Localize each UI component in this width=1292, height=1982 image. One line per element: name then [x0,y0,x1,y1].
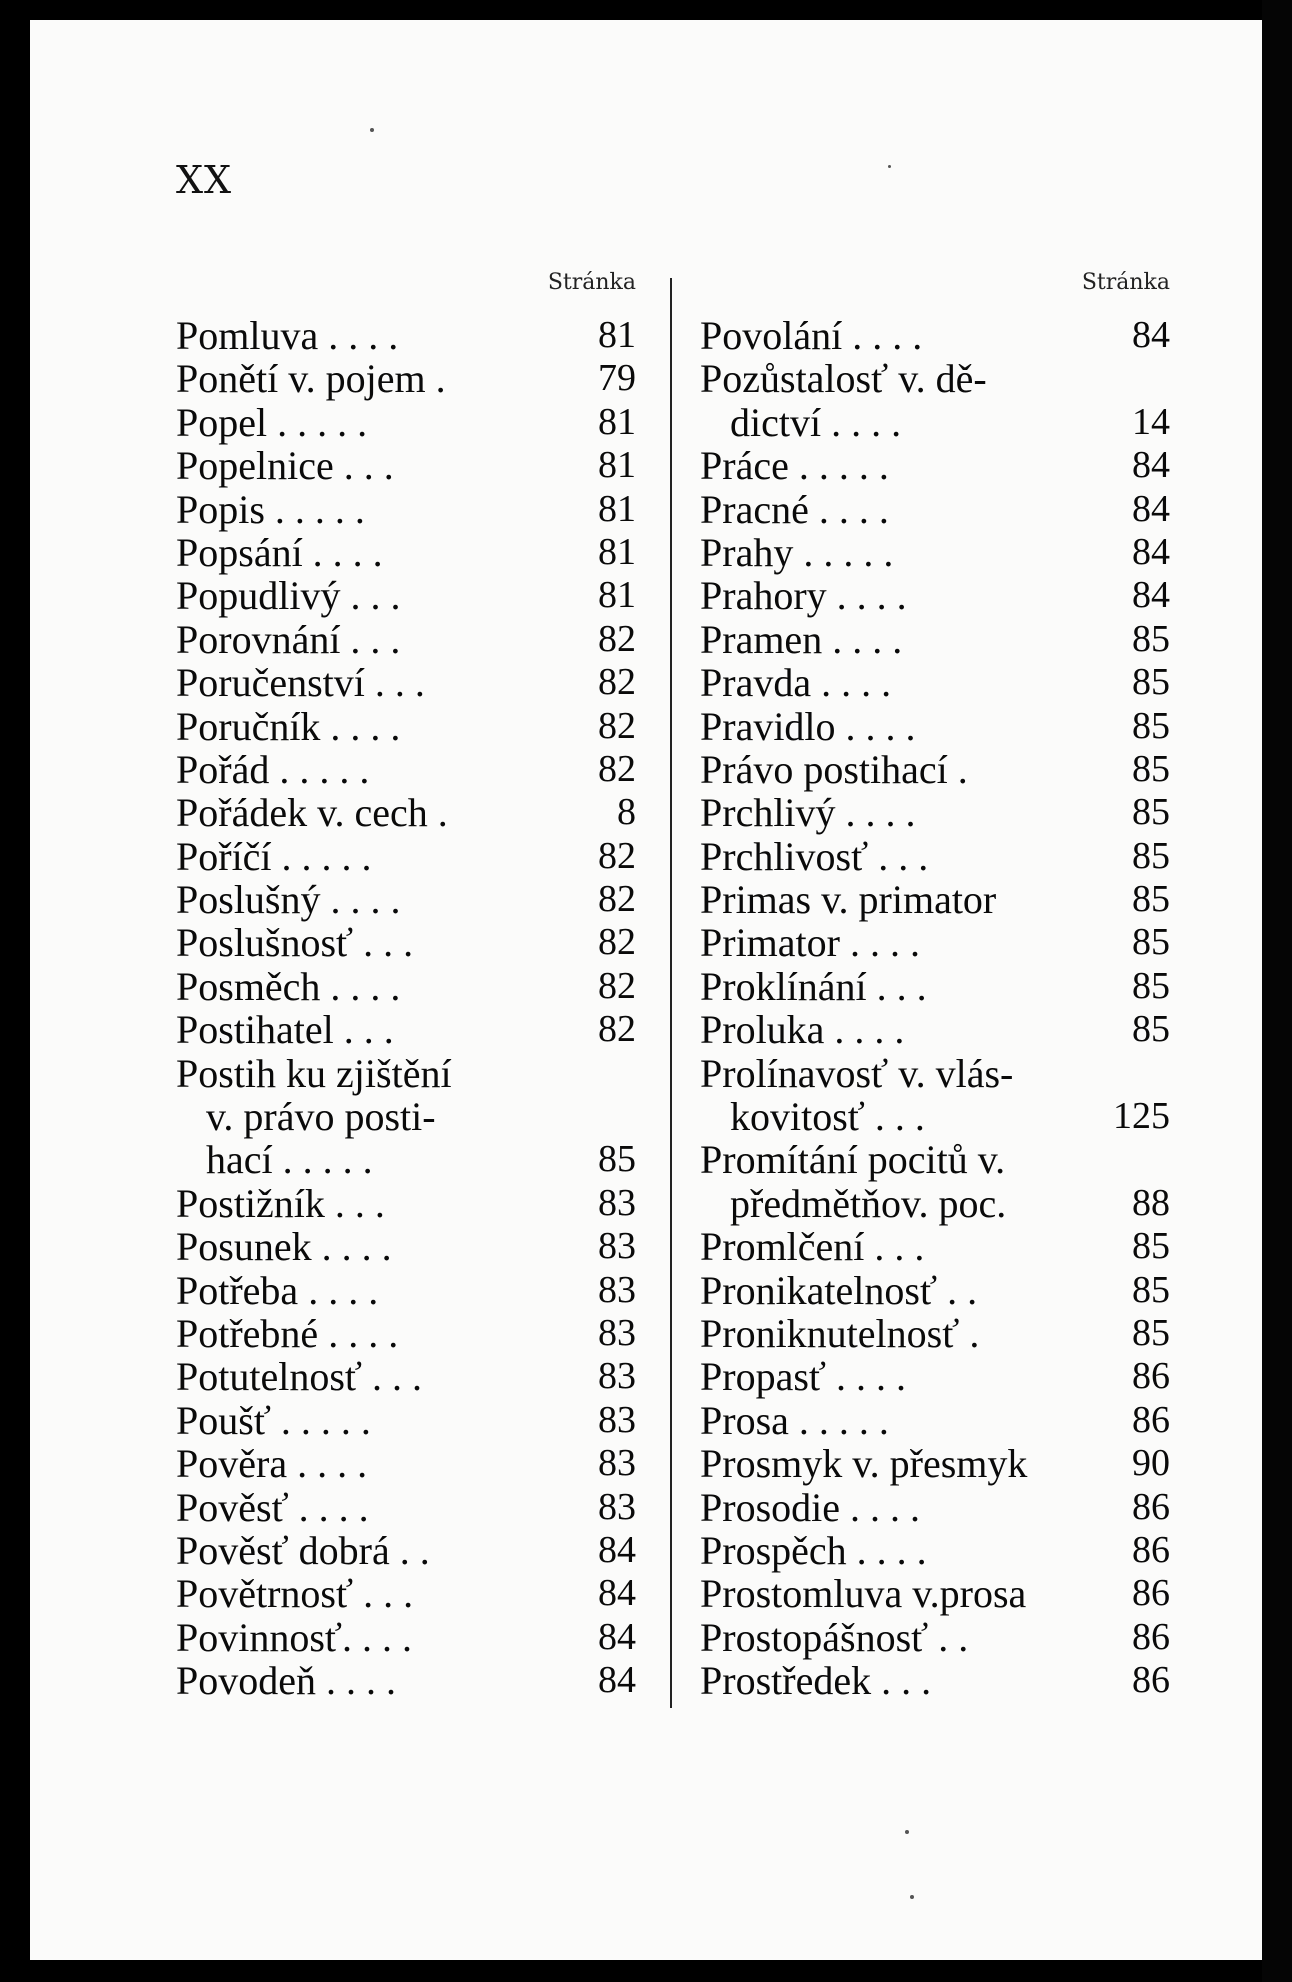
index-page-number: 84 [1132,314,1170,356]
index-term: Proluka . . . . [700,1007,905,1053]
index-page-number: 81 [598,400,636,443]
index-term: Primas v. primator [700,877,997,923]
index-term: Prchlivosť . . . [700,833,929,879]
index-page-number: 82 [598,747,636,790]
index-page-number: 85 [1132,661,1170,704]
print-speck [370,128,374,132]
index-entry [700,965,1170,1008]
index-term: Promítání pocitů v. [700,1137,1006,1183]
index-page-number: 84 [1132,444,1170,487]
index-page-number: 82 [598,704,636,747]
index-term: Prostomluva v.prosa [700,1571,1027,1617]
index-term: Poslušný . . . . [176,877,401,923]
index-entry [700,314,1170,357]
index-entry [176,574,636,617]
index-term: Poslušnosť . . . [176,920,414,966]
index-term: v. právo posti- [176,1094,436,1140]
index-entry [700,618,1170,661]
index-entry [176,705,636,748]
index-term: Popudlivý . . . [176,573,401,619]
index-entry [700,791,1170,834]
index-list-right [700,314,1170,1703]
index-term: Potřebné . . . . [176,1310,399,1356]
index-term: Poušť . . . . . [176,1397,371,1443]
index-entry [700,835,1170,878]
index-entry [176,1182,636,1225]
index-page-number: 84 [598,1572,636,1615]
index-term: Propasť . . . . [700,1354,906,1400]
index-entry [700,1138,1170,1181]
index-page-number: 85 [1132,878,1170,921]
index-term: Popel . . . . . [176,399,368,445]
index-page-number: 82 [598,1008,636,1051]
index-term: Povinnosť. . . . [176,1614,413,1660]
index-entry [176,835,636,878]
index-term: Povolání . . . . [700,313,923,358]
index-page-number: 83 [598,1485,636,1528]
index-page-number: 8 [617,791,636,834]
index-page-number: 81 [598,444,636,487]
index-term: Prahory . . . . [700,573,907,619]
index-entry [700,1572,1170,1615]
index-term: dictví . . . . [700,399,902,445]
index-term: Porovnání . . . [176,616,401,662]
index-page-number: 85 [1132,704,1170,747]
index-page-number: 81 [598,574,636,617]
index-entry [700,1442,1170,1485]
index-term: Postižník . . . [176,1180,385,1226]
print-speck [910,1895,914,1899]
index-term: Posměch . . . . [176,963,401,1009]
index-entry [700,1529,1170,1572]
index-page-number: 82 [598,834,636,877]
index-page-number: 84 [598,1659,636,1702]
index-entry [176,618,636,661]
index-entry [700,1659,1170,1702]
index-page-number: 86 [1132,1659,1170,1702]
index-entry [176,531,636,574]
index-entry [700,1095,1170,1138]
column-header-left: Stránka [547,270,636,295]
index-term: Prahy . . . . . [700,529,894,575]
index-page-number: 82 [598,964,636,1007]
column-header-right: Stránka [1081,270,1170,295]
index-entry [176,357,636,400]
index-entry [176,1052,636,1095]
index-entry [176,1008,636,1051]
index-entry [176,1225,636,1268]
index-entry [700,1399,1170,1442]
index-term: Postih ku zjištění [176,1050,452,1096]
index-page-number: 85 [1132,1268,1170,1311]
index-page-number: 86 [1132,1355,1170,1398]
index-entry [176,1486,636,1529]
index-entry [176,791,636,834]
index-entry [176,488,636,531]
index-page-number: 85 [598,1138,636,1181]
index-entry [176,1312,636,1355]
index-entry [700,1486,1170,1529]
index-entry [700,1008,1170,1051]
index-page-number: 83 [598,1355,636,1398]
index-term: Popelnice . . . [176,443,394,489]
index-term: Pracné . . . . [700,486,889,532]
index-entry [700,1312,1170,1355]
index-term: kovitosť . . . [700,1094,925,1140]
index-term: Pozůstalosť v. dě- [700,356,987,402]
index-page-number: 86 [1132,1398,1170,1441]
index-term: Pronikatelnosť . . [700,1267,978,1313]
index-page-number: 81 [598,530,636,573]
index-term: Prosmyk v. přesmyk [700,1441,1028,1487]
index-entry [700,444,1170,487]
index-entry [176,401,636,444]
page-edge-shadow [1262,0,1292,1982]
index-entry [176,1529,636,1572]
index-page-number: 84 [1132,487,1170,530]
index-term: Primator . . . . [700,920,920,966]
column-divider [670,278,672,1708]
index-page-number: 81 [598,314,636,356]
print-speck [905,1830,909,1834]
index-entry [176,661,636,704]
index-entry [176,1269,636,1312]
index-term: Poručenství . . . [176,660,425,706]
index-term: Prchlivý . . . . [700,790,916,836]
index-entry [700,531,1170,574]
index-term: Pořádek v. cech . [176,790,448,836]
index-term: hací . . . . . [176,1137,373,1183]
index-page-number: 88 [1132,1181,1170,1224]
index-page-number: 85 [1132,834,1170,877]
index-term: Prostopášnosť . . [700,1614,969,1660]
index-term: Právo postihací . [700,746,968,792]
index-page-number: 85 [1132,617,1170,660]
index-term: Povětrnosť . . . [176,1571,414,1617]
index-page-number: 82 [598,617,636,660]
index-term: Postihatel . . . [176,1007,394,1053]
index-term: Pravda . . . . [700,660,892,706]
index-page-number: 82 [598,661,636,704]
index-page-number: 83 [598,1442,636,1485]
index-page-number: 85 [1132,747,1170,790]
index-entry [176,878,636,921]
index-entry [700,1616,1170,1659]
index-term: Pramen . . . . [700,616,903,662]
index-page-number: 86 [1132,1572,1170,1615]
index-term: Potutelnosť . . . [176,1354,422,1400]
index-entry [176,965,636,1008]
index-page-number: 85 [1132,921,1170,964]
index-page-number: 83 [598,1268,636,1311]
index-list-left [176,314,636,1703]
index-page-number: 82 [598,878,636,921]
index-entry [700,878,1170,921]
index-page-number: 84 [1132,530,1170,573]
index-term: Prospěch . . . . [700,1527,927,1573]
index-page-number: 85 [1132,1225,1170,1268]
index-entry [176,1095,636,1138]
index-page-number: 84 [598,1615,636,1658]
index-term: Prosa . . . . . [700,1397,889,1443]
index-term: Pověsť . . . . [176,1484,369,1530]
index-term: předmětňov. poc. [700,1180,1007,1226]
index-page-number: 85 [1132,1008,1170,1051]
print-speck [888,165,891,168]
index-term: Pověsť dobrá . . [176,1527,430,1573]
index-term: Popis . . . . . [176,486,365,532]
index-page-number: 84 [598,1528,636,1571]
index-term: Prolínavosť v. vlás- [700,1050,1014,1096]
index-entry [700,574,1170,617]
index-page-number: 86 [1132,1485,1170,1528]
index-entry [176,1572,636,1615]
index-term: Pravidlo . . . . [700,703,916,749]
index-page-number: 83 [598,1225,636,1268]
index-page-number: 85 [1132,791,1170,834]
index-entry [176,1616,636,1659]
index-entry [700,705,1170,748]
index-term: Poručník . . . . [176,703,401,749]
index-entry [700,661,1170,704]
index-page-number: 83 [598,1398,636,1441]
index-page-number: 86 [1132,1615,1170,1658]
index-term: Proniknutelnosť . [700,1310,980,1356]
index-term: Potřeba . . . . [176,1267,379,1313]
index-page-number: 85 [1132,964,1170,1007]
index-page-number: 84 [1132,574,1170,617]
index-term: Práce . . . . . [700,443,889,489]
index-term: Popsání . . . . [176,529,383,575]
index-entry [700,488,1170,531]
index-term: Pomluva . . . . [176,313,399,358]
index-term: Povodeň . . . . [176,1658,396,1704]
index-term: Pověra . . . . [176,1441,368,1487]
index-page-number: 79 [598,357,636,400]
index-entry [700,1182,1170,1225]
index-term: Prostředek . . . [700,1658,932,1704]
index-entry [700,921,1170,964]
index-entry [176,1659,636,1702]
index-page-number: 90 [1132,1442,1170,1485]
index-entry [176,314,636,357]
index-term: Ponětí v. pojem . [176,356,446,402]
index-entry [700,748,1170,791]
index-page-number: 81 [598,487,636,530]
page-folio: XX [176,158,233,202]
index-term: Proklínání . . . [700,963,927,1009]
index-entry [176,1138,636,1181]
index-entry [176,444,636,487]
index-entry [700,1355,1170,1398]
index-term: Posunek . . . . [176,1224,392,1270]
index-entry [176,1399,636,1442]
index-page-number: 83 [598,1311,636,1354]
index-page-number: 14 [1132,400,1170,443]
index-entry [176,1442,636,1485]
index-page-number: 125 [1113,1095,1170,1138]
index-entry [176,921,636,964]
index-entry [700,401,1170,444]
index-entry [700,357,1170,400]
index-entry [176,748,636,791]
index-term: Prosodie . . . . [700,1484,920,1530]
index-page-number: 83 [598,1181,636,1224]
index-entry [700,1225,1170,1268]
index-entry [700,1052,1170,1095]
index-term: Promlčení . . . [700,1224,925,1270]
index-term: Pořád . . . . . [176,746,370,792]
index-page-number: 86 [1132,1528,1170,1571]
index-page-number: 85 [1132,1311,1170,1354]
index-entry [176,1355,636,1398]
index-page-number: 82 [598,921,636,964]
index-term: Poříčí . . . . . [176,833,372,879]
index-entry [700,1269,1170,1312]
